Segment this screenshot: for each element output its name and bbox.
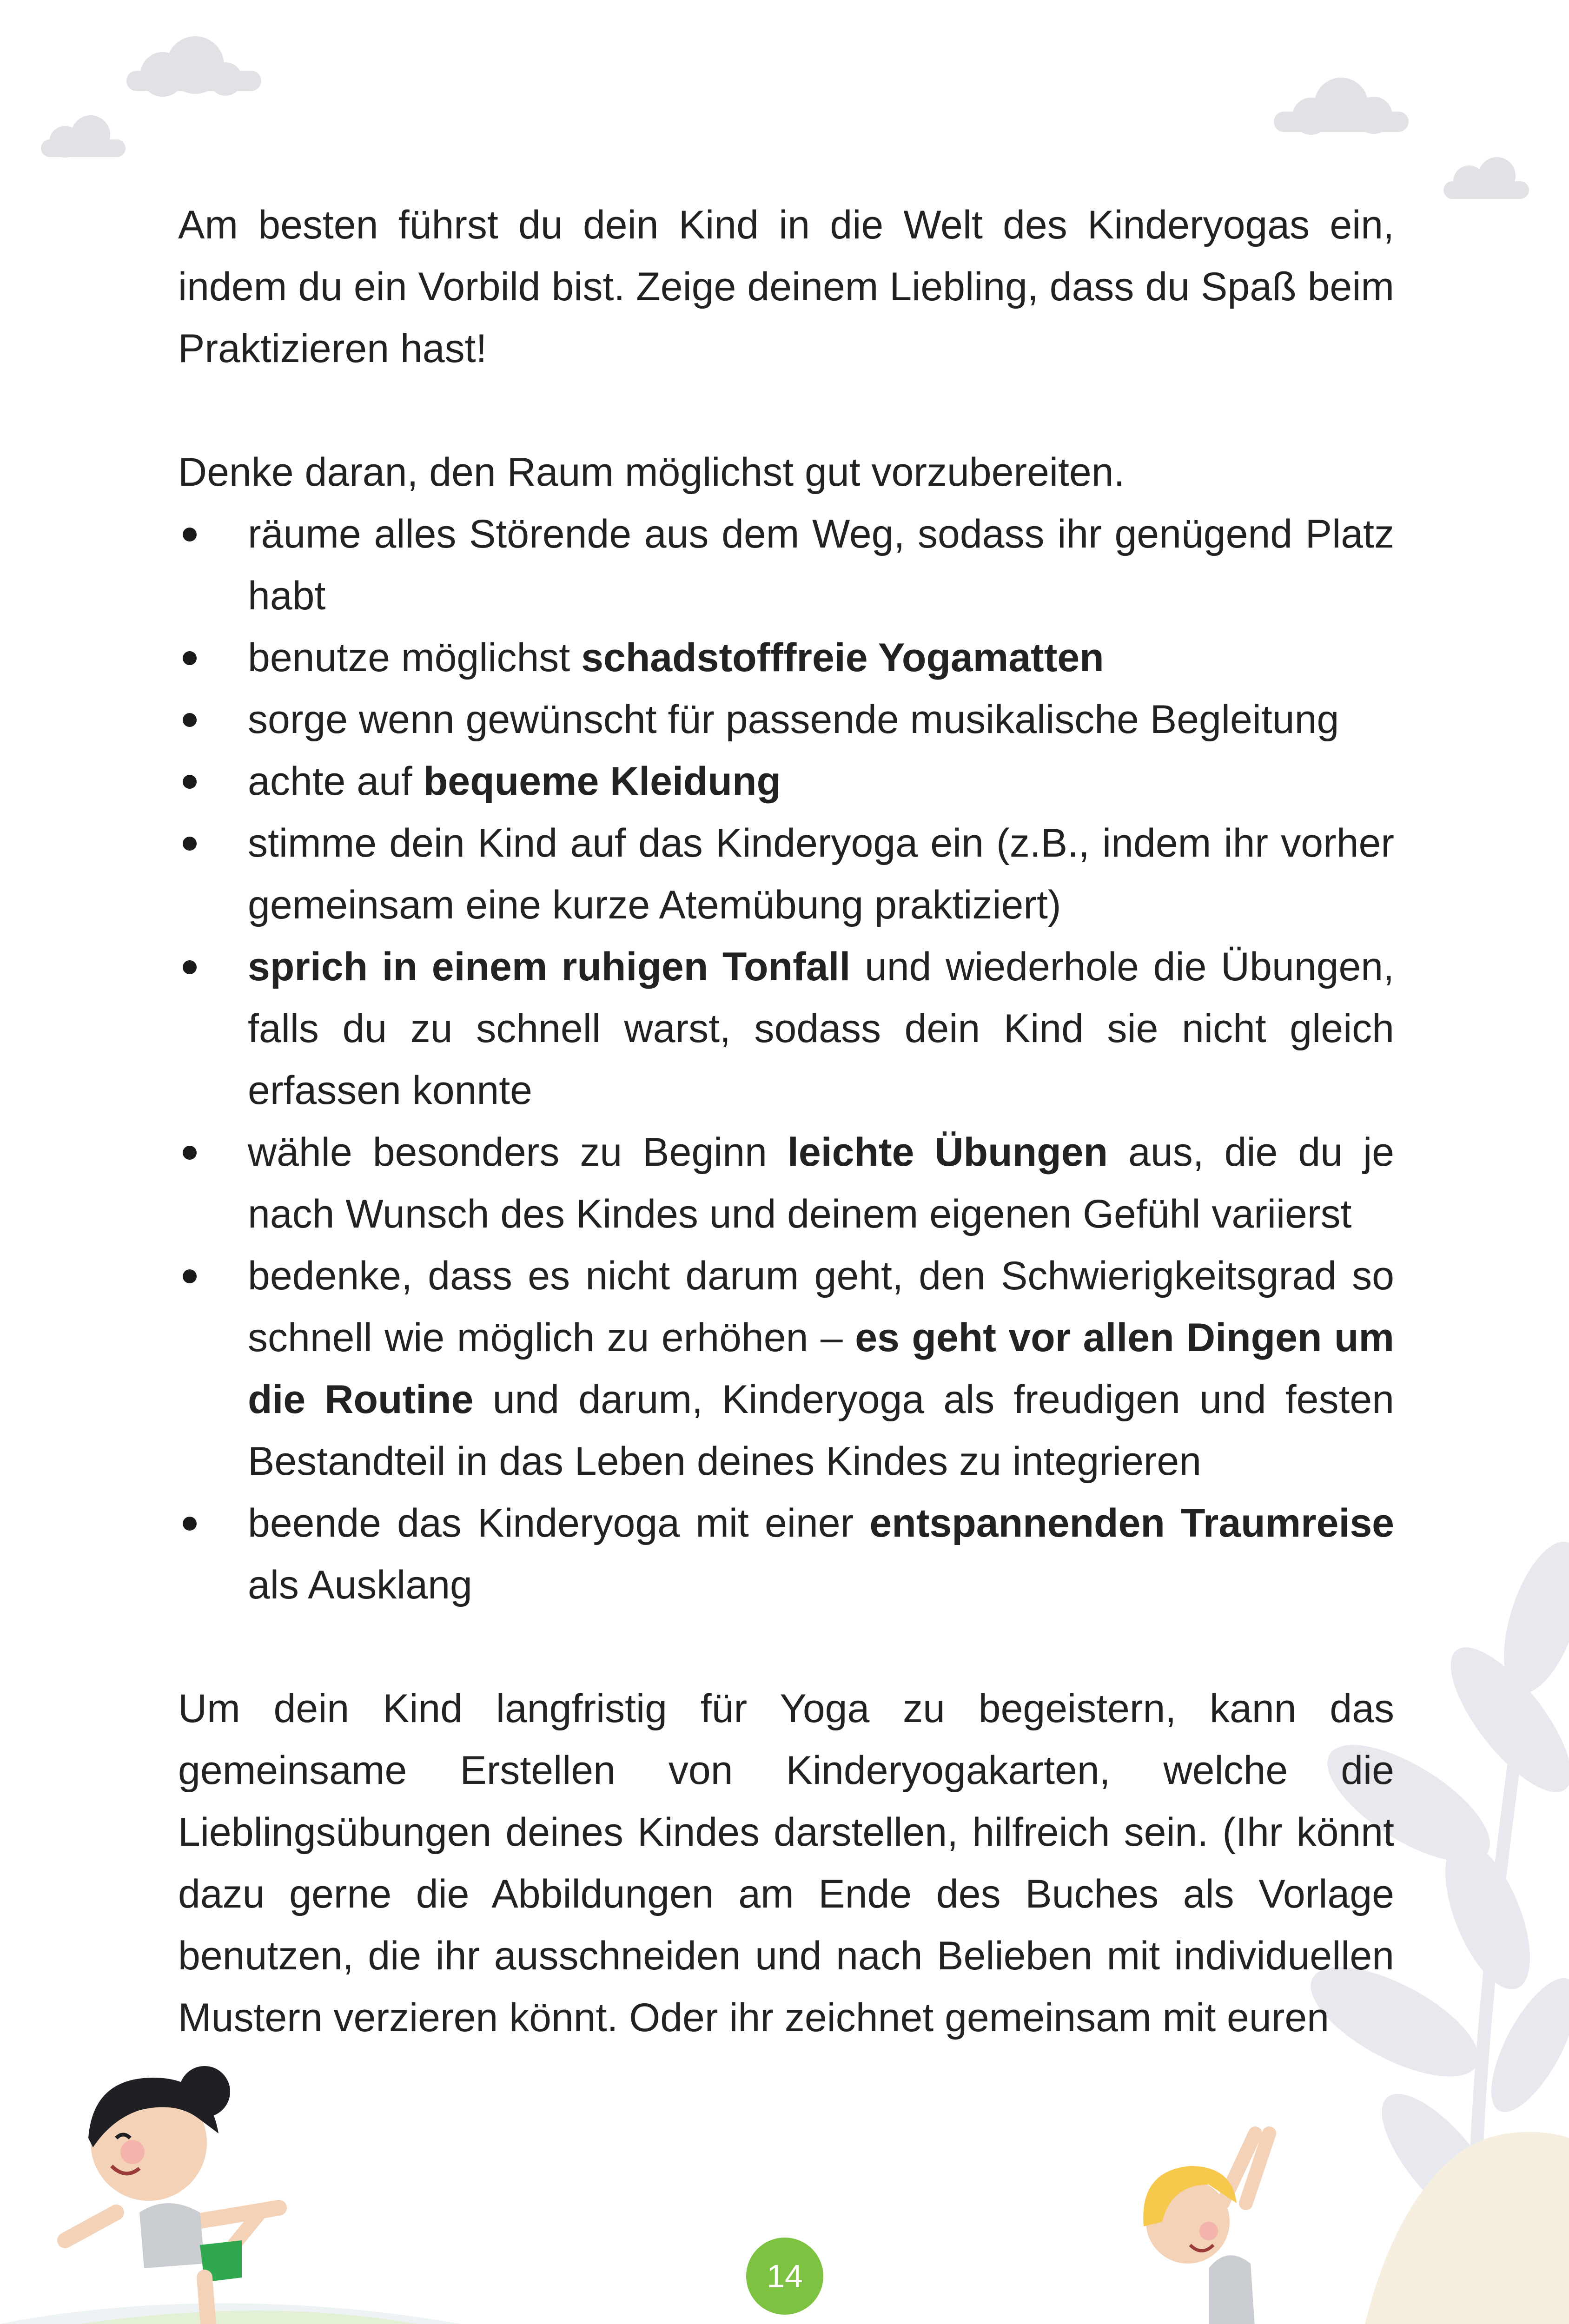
preparation-paragraph: Denke daran, den Raum möglichst gut vorzubereiten. <box>178 450 1125 495</box>
list-item: sprich in einem ruhigen Tonfall und wiederhole die Übungen, falls du zu schnell warst, sodass dein Kind sie nicht gleich erfassen konnte <box>178 936 1394 1122</box>
list-item: beende das Kinderyoga mit einer entspannenden Traumreise als Ausklang <box>178 1492 1394 1616</box>
closing-paragraph: Um dein Kind langfristig für Yoga zu begeistern, kann das gemeinsame Erstellen von Kinderyogakarten, welche die Lieblingsübungen deines Kindes darstellen, hilfreich sein. (Ihr könnt dazu gerne die Abbildungen am Ende des Buches als Vorlage benutzen, die ihr ausschneiden und nach Belieben mit individuellen Mustern verzieren könnt. Oder ihr zeichnet gemeinsam mit euren <box>178 1686 1394 2040</box>
list-item: räume alles Störende aus dem Weg, sodass ihr genügend Platz habt <box>178 503 1394 627</box>
list-item: bedenke, dass es nicht darum geht, den Schwierigkeitsgrad so schnell wie möglich zu erhöhen – es geht vor allen Dingen um die Routine und darum, Kinderyoga als freudigen und festen Bestandteil in das Leben deines Kindes zu integrieren <box>178 1245 1394 1492</box>
list-item: wähle besonders zu Beginn leichte Übungen aus, die du je nach Wunsch des Kindes und deinem eigenen Gefühl variierst <box>178 1122 1394 1245</box>
page-number-badge: 14 <box>746 2238 823 2315</box>
content-body <box>178 194 1394 2049</box>
tips-list <box>178 503 1394 1616</box>
list-item: stimme dein Kind auf das Kinderyoga ein (z.B., indem ihr vorher gemeinsam eine kurze Atemübung praktiziert) <box>178 812 1394 936</box>
list-item: achte auf bequeme Kleidung <box>178 751 1394 812</box>
list-item: sorge wenn gewünscht für passende musikalische Begleitung <box>178 689 1394 751</box>
list-item: benutze möglichst schadstofffreie Yogamatten <box>178 627 1394 689</box>
intro-paragraph: Am besten führst du dein Kind in die Welt des Kinderyogas ein, indem du ein Vorbild bist. Zeige deinem Liebling, dass du Spaß beim Praktizieren hast! <box>178 203 1394 371</box>
